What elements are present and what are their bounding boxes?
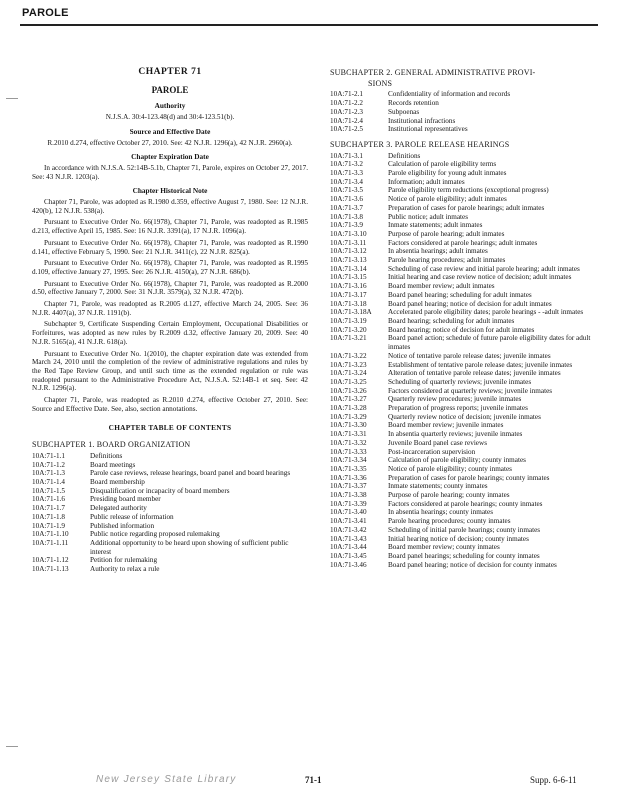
toc-section-title: Board hearing; notice of decision for adult inmates — [388, 325, 535, 334]
toc-entry — [330, 221, 602, 230]
toc-entry — [330, 152, 602, 161]
toc-section-title: Preparation of progress reports; juvenile inmates — [388, 404, 528, 413]
toc-section-number: 10A:71-3.37 — [330, 482, 367, 491]
toc-section-number: 10A:71-3.46 — [330, 560, 367, 569]
toc-section-title: Scheduling of quarterly reviews; juvenile inmates — [388, 377, 532, 386]
toc-entry — [330, 178, 602, 187]
toc-entry — [32, 504, 308, 513]
toc-entry — [330, 108, 602, 117]
toc-section-number: 10A:71-3.34 — [330, 456, 367, 465]
toc-section-title: Purpose of parole hearing; adult inmates — [388, 229, 505, 238]
scan-edge-mark — [6, 742, 18, 747]
toc-section-number: 10A:71-1.13 — [32, 565, 69, 574]
history-paragraph: Pursuant to Executive Order No. 66(1978), Chapter 71, Parole, was readopted as R.1995 d.109, effective January 27, 1995. See: 26 N.J.R. 4150(a), 27 N.J.R. 686(b). — [32, 259, 308, 276]
toc-section-title: Records retention — [388, 99, 439, 108]
toc-section-title: Additional opportunity to be heard upon showing of sufficient public interest — [90, 538, 289, 556]
expiration-heading: Chapter Expiration Date — [131, 152, 209, 162]
toc-entry — [330, 239, 602, 248]
toc-section-title: Board panel hearings; scheduling for county inmates — [388, 551, 540, 560]
toc-section-number: 10A:71-3.38 — [330, 491, 367, 500]
toc-section-title: In absentia quarterly reviews; juvenile inmates — [388, 430, 523, 439]
toc-entry — [330, 413, 602, 422]
page-header-title: PAROLE — [22, 7, 69, 19]
toc-entry — [330, 456, 602, 465]
toc-section-number: 10A:71-3.25 — [330, 377, 367, 386]
toc-section-title: Board member review; county inmates — [388, 543, 500, 552]
toc-entry — [330, 186, 602, 195]
history-paragraph: Pursuant to Executive Order No. 1(2010), the chapter expiration date was extended from March 24, 2010 until the completion of the review of administrative regulations and rules by the Red Tape Review Group, and until such time as the extended regulation or rule was readopted pursuant to the Administrative Procedure Act, N.J.S.A. 52:14B-1 et seq. See: 42 N.J.R. 1296(a). — [32, 349, 308, 393]
toc-section-number: 10A:71-2.5 — [330, 125, 363, 134]
toc-section-title: Board member review; juvenile inmates — [388, 421, 504, 430]
scan-edge-mark — [6, 94, 18, 99]
toc-entry — [330, 361, 602, 370]
history-paragraph: Pursuant to Executive Order No. 66(1978), Chapter 71, Parole, was readopted as R.1990 d.141, effective February 5, 1990. See: 21 N.J.R. 3411(c), 22 N.J.R. 825(a). — [32, 238, 308, 256]
left-column — [32, 64, 308, 574]
toc-section-title: Board hearing; scheduling for adult inmates — [388, 316, 515, 325]
toc-entry — [330, 213, 602, 222]
toc-section-number: 10A:71-3.10 — [330, 229, 367, 238]
toc-entry — [330, 561, 602, 570]
toc-entry — [32, 469, 308, 478]
toc-section-title: Scheduling of initial parole hearings; county inmates — [388, 525, 541, 534]
toc-section-number: 10A:71-3.5 — [330, 186, 363, 195]
toc-section-title: Definitions — [90, 451, 123, 460]
toc-section-title: Calculation of parole eligibility; county inmates — [388, 456, 526, 465]
toc-section-number: 10A:71-3.24 — [330, 369, 367, 378]
toc-section-number: 10A:71-3.33 — [330, 447, 367, 456]
toc-entry — [330, 387, 602, 396]
toc-section-number: 10A:71-3.3 — [330, 169, 363, 178]
toc-section-number: 10A:71-3.32 — [330, 438, 367, 447]
toc-section-number: 10A:71-1.6 — [32, 495, 65, 504]
toc-entry — [330, 500, 602, 509]
history-heading: Chapter Historical Note — [132, 186, 208, 196]
toc-entry — [330, 482, 602, 491]
toc-entry — [330, 300, 602, 309]
toc-section-title: Delegated authority — [90, 504, 147, 513]
toc-section-number: 10A:71-3.22 — [330, 351, 367, 360]
toc-section-title: Confidentiality of information and records — [388, 90, 511, 99]
toc-section-title: Parole hearing procedures; county inmates — [388, 517, 511, 526]
toc-section-number: 10A:71-3.7 — [330, 203, 363, 212]
toc-entry — [32, 495, 308, 504]
toc-section-title: Parole hearing procedures; adult inmates — [388, 256, 506, 265]
toc-entry — [330, 552, 602, 561]
toc-section-number: 10A:71-3.26 — [330, 386, 367, 395]
toc-section-title: Alteration of tentative parole release dates; juvenile inmates — [388, 369, 561, 378]
toc-entry — [32, 530, 308, 539]
toc-section-number: 10A:71-1.9 — [32, 521, 65, 530]
toc-section-title: Institutional infractions — [388, 116, 456, 125]
library-watermark: New Jersey State Library — [96, 774, 237, 785]
supplement-date: Supp. 6-6-11 — [530, 775, 577, 785]
right-column — [330, 69, 602, 569]
toc-section-number: 10A:71-3.14 — [330, 264, 367, 273]
toc-entry — [330, 265, 602, 274]
toc-entry — [32, 539, 308, 556]
toc-section-number: 10A:71-3.16 — [330, 282, 367, 291]
subchapter-1-list — [32, 452, 308, 574]
toc-section-title: Petition for rulemaking — [90, 556, 158, 565]
header-rule — [20, 24, 598, 26]
toc-section-title: Parole case reviews, release hearings, board panel and board hearings — [90, 469, 291, 478]
toc-section-number: 10A:71-1.5 — [32, 486, 65, 495]
toc-entry — [330, 465, 602, 474]
toc-section-title: Parole eligibility term reductions (exceptional progress) — [388, 186, 549, 195]
toc-section-title: Juvenile Board panel case reviews — [388, 438, 487, 447]
toc-section-number: 10A:71-3.41 — [330, 517, 367, 526]
toc-section-title: Board meetings — [90, 460, 136, 469]
toc-entry — [330, 535, 602, 544]
toc-section-number: 10A:71-3.1 — [330, 151, 363, 160]
toc-entry — [32, 478, 308, 487]
page-number: 71-1 — [305, 775, 322, 785]
toc-entry — [330, 204, 602, 213]
toc-entry — [330, 230, 602, 239]
history-notes — [32, 198, 308, 413]
toc-entry — [330, 125, 602, 134]
toc-section-number: 10A:71-3.15 — [330, 273, 367, 282]
toc-section-number: 10A:71-3.8 — [330, 212, 363, 221]
toc-section-title: Quarterly review notice of decision; juvenile inmates — [388, 412, 541, 421]
toc-entry — [330, 491, 602, 500]
toc-entry — [32, 452, 308, 461]
toc-entry — [330, 430, 602, 439]
toc-section-title: Calculation of parole eligibility terms — [388, 160, 497, 169]
toc-section-title: Parole eligibility for young adult inmates — [388, 169, 507, 178]
toc-section-title: Published information — [90, 521, 155, 530]
toc-section-title: Board membership — [90, 478, 145, 487]
toc-section-title: Accelerated parole eligibility dates; parole hearings - -adult inmates — [388, 308, 584, 317]
toc-entry — [330, 421, 602, 430]
toc-entry — [330, 334, 602, 351]
toc-entry — [330, 308, 602, 317]
toc-section-title: Definitions — [388, 151, 421, 160]
toc-section-number: 10A:71-1.7 — [32, 504, 65, 513]
toc-section-number: 10A:71-3.11 — [330, 238, 367, 247]
toc-entry — [32, 513, 308, 522]
toc-section-title: Board panel hearing; notice of decision for county inmates — [388, 560, 557, 569]
toc-section-title: Board panel hearing; scheduling for adult inmates — [388, 290, 532, 299]
toc-section-title: Preparation of cases for parole hearings; county inmates — [388, 473, 550, 482]
source-text: R.2010 d.274, effective October 27, 2010. See: 42 N.J.R. 1296(a), 42 N.J.R. 2960(a). — [47, 138, 293, 147]
toc-section-title: Board panel hearing; notice of decision for adult inmates — [388, 299, 552, 308]
history-paragraph: Chapter 71, Parole, was adopted as R.1980 d.359, effective August 7, 1980. See: 12 N.J.R. 420(b), 12 N.J.R. 538(a). — [32, 198, 308, 215]
toc-entry — [330, 395, 602, 404]
toc-entry — [330, 291, 602, 300]
toc-entry — [330, 448, 602, 457]
toc-section-title: Purpose of parole hearing; county inmates — [388, 491, 510, 500]
toc-section-title: Establishment of tentative parole release dates; juvenile inmates — [388, 360, 573, 369]
toc-entry — [330, 352, 602, 361]
toc-section-title: Inmate statements; county inmates — [388, 482, 488, 491]
toc-section-number: 10A:71-3.18A — [330, 308, 372, 317]
toc-section-number: 10A:71-3.4 — [330, 177, 363, 186]
toc-section-number: 10A:71-3.29 — [330, 412, 367, 421]
history-paragraph: Chapter 71, Parole, was readopted as R.2005 d.127, effective March 24, 2005. See: 36 N.J.R. 4407(a), 37 N.J.R. 1191(b). — [32, 300, 308, 317]
toc-entry — [330, 508, 602, 517]
toc-section-title: Inmate statements; adult inmates — [388, 221, 483, 230]
toc-section-title: Presiding board member — [90, 495, 161, 504]
toc-entry — [330, 90, 602, 99]
history-paragraph: Pursuant to Executive Order No. 66(1978), Chapter 71, Parole, was readopted as R.2000 d.50, effective January 7, 2000. See: 31 N.J.R. 3579(a), 32 N.J.R. 472(b). — [32, 279, 308, 297]
toc-section-title: Board panel action; schedule of future parole eligibility dates for adult inmates — [388, 334, 591, 352]
toc-section-number: 10A:71-3.2 — [330, 160, 363, 169]
toc-entry — [330, 195, 602, 204]
toc-section-number: 10A:71-3.45 — [330, 551, 367, 560]
toc-section-number: 10A:71-3.30 — [330, 421, 367, 430]
toc-entry — [330, 117, 602, 126]
toc-section-number: 10A:71-3.27 — [330, 395, 367, 404]
toc-section-number: 10A:71-2.3 — [330, 107, 363, 116]
toc-section-number: 10A:71-3.19 — [330, 316, 367, 325]
toc-section-number: 10A:71-2.1 — [330, 90, 363, 99]
toc-section-number: 10A:71-3.6 — [330, 195, 363, 204]
toc-section-number: 10A:71-3.13 — [330, 256, 367, 265]
toc-section-number: 10A:71-3.31 — [330, 430, 367, 439]
subchapter-2-heading: SUBCHAPTER 2. GENERAL ADMINISTRATIVE PROVI- — [330, 68, 536, 77]
toc-section-number: 10A:71-1.1 — [32, 451, 65, 460]
toc-section-number: 10A:71-3.17 — [330, 290, 367, 299]
toc-entry — [330, 282, 602, 291]
toc-entry — [32, 565, 308, 574]
toc-section-number: 10A:71-1.8 — [32, 512, 65, 521]
toc-section-title: Information; adult inmates — [388, 177, 465, 186]
toc-section-number: 10A:71-3.43 — [330, 534, 367, 543]
toc-section-title: Notice of tentative parole release dates; juvenile inmates — [388, 351, 551, 360]
toc-section-title: Scheduling of case review and initial parole hearing; adult inmates — [388, 264, 580, 273]
toc-section-number: 10A:71-3.12 — [330, 247, 367, 256]
authority-heading: Authority — [154, 101, 186, 111]
toc-section-number: 10A:71-3.18 — [330, 299, 367, 308]
toc-section-title: In absentia hearings; county inmates — [388, 508, 493, 517]
toc-section-title: Public notice; adult inmates — [388, 212, 469, 221]
toc-entry — [330, 317, 602, 326]
toc-entry — [330, 99, 602, 108]
toc-title: CHAPTER TABLE OF CONTENTS — [108, 422, 232, 432]
toc-section-number: 10A:71-3.20 — [330, 325, 367, 334]
subchapter-2-heading-cont: SIONS — [368, 78, 393, 88]
chapter-number: CHAPTER 71 — [138, 67, 202, 77]
toc-section-number: 10A:71-3.44 — [330, 543, 367, 552]
toc-section-title: Factors considered at parole hearings; adult inmates — [388, 238, 538, 247]
toc-section-number: 10A:71-3.40 — [330, 508, 367, 517]
toc-entry — [32, 487, 308, 496]
toc-section-number: 10A:71-3.23 — [330, 360, 367, 369]
toc-section-number: 10A:71-1.10 — [32, 530, 69, 539]
history-paragraph: Subchapter 9, Certificate Suspending Certain Employment, Occupational Disabilities or Forfeitures, was adopted as new rules by R.2009 d.32, effective January 20, 2009. See: 40 N.J.R. 5165(a), 41 N.J.R. 618(a). — [32, 320, 308, 346]
authority-text: N.J.S.A. 30:4-123.48(d) and 30:4-123.51(b). — [105, 113, 235, 122]
toc-section-number: 10A:71-3.28 — [330, 404, 367, 413]
toc-section-title: Public release of information — [90, 512, 174, 521]
subchapter-1-heading: SUBCHAPTER 1. BOARD ORGANIZATION — [32, 440, 191, 450]
toc-section-title: Notice of parole eligibility; county inmates — [388, 464, 512, 473]
source-heading: Source and Effective Date — [129, 126, 211, 136]
toc-entry — [330, 378, 602, 387]
toc-section-title: Post-incarceration supervision — [388, 447, 476, 456]
toc-section-number: 10A:71-3.21 — [330, 334, 367, 343]
toc-entry — [330, 369, 602, 378]
toc-entry — [32, 556, 308, 565]
toc-section-title: Notice of parole eligibility; adult inmates — [388, 195, 507, 204]
toc-section-title: Disqualification or incapacity of board members — [90, 486, 230, 495]
toc-entry — [32, 522, 308, 531]
toc-section-title: Factors considered at quarterly reviews; juvenile inmates — [388, 386, 553, 395]
toc-entry — [330, 404, 602, 413]
toc-section-number: 10A:71-3.42 — [330, 525, 367, 534]
toc-section-number: 10A:71-2.2 — [330, 99, 363, 108]
toc-entry — [32, 461, 308, 470]
toc-entry — [330, 474, 602, 483]
toc-section-title: Initial hearing and case review notice of decision; adult inmates — [388, 273, 572, 282]
toc-section-number: 10A:71-3.36 — [330, 473, 367, 482]
toc-section-number: 10A:71-1.11 — [32, 538, 69, 547]
toc-entry — [330, 169, 602, 178]
toc-section-number: 10A:71-3.39 — [330, 499, 367, 508]
toc-section-title: Institutional representatives — [388, 125, 468, 134]
toc-entry — [330, 160, 602, 169]
toc-section-title: Subpoenas — [388, 107, 420, 116]
expiration-text: In accordance with N.J.S.A. 52:14B-5.1b, Chapter 71, Parole, expires on October 27, 2017. See: 43 N.J.R. 1203(a). — [32, 163, 308, 181]
toc-entry — [330, 517, 602, 526]
toc-section-title: Quarterly review procedures; juvenile inmates — [388, 395, 522, 404]
toc-section-title: Authority to relax a rule — [90, 565, 160, 574]
toc-entry — [330, 273, 602, 282]
toc-entry — [330, 247, 602, 256]
toc-section-number: 10A:71-3.35 — [330, 464, 367, 473]
toc-entry — [330, 543, 602, 552]
toc-entry — [330, 256, 602, 265]
toc-entry — [330, 326, 602, 335]
subchapter-3-heading: SUBCHAPTER 3. PAROLE RELEASE HEARINGS — [330, 139, 510, 149]
toc-entry — [330, 439, 602, 448]
toc-section-title: Public notice regarding proposed rulemaking — [90, 530, 220, 539]
toc-section-title: Board member review; adult inmates — [388, 282, 495, 291]
toc-section-number: 10A:71-3.9 — [330, 221, 363, 230]
toc-section-title: Factors considered at parole hearings; county inmates — [388, 499, 543, 508]
toc-section-number: 10A:71-2.4 — [330, 116, 363, 125]
subchapter-3-list — [330, 152, 602, 570]
toc-section-number: 10A:71-1.3 — [32, 469, 65, 478]
toc-section-number: 10A:71-1.2 — [32, 460, 65, 469]
toc-section-number: 10A:71-1.4 — [32, 478, 65, 487]
history-paragraph: Chapter 71, Parole, was readopted as R.2010 d.274, effective October 27, 2010. See: Source and Effective Date. See, also, section annotations. — [32, 396, 308, 413]
toc-section-title: In absentia hearings; adult inmates — [388, 247, 488, 256]
history-paragraph: Pursuant to Executive Order No. 66(1978), Chapter 71, Parole, was readopted as R.1985 d.213, effective April 15, 1985. See: 16 N.J.R. 3391(a), 17 N.J.R. 1096(a). — [32, 218, 308, 236]
toc-section-title: Preparation of cases for parole hearings; adult inmates — [388, 203, 545, 212]
subchapter-2-list — [330, 90, 602, 134]
toc-section-title: Initial hearing notice of decision; county inmates — [388, 534, 529, 543]
toc-entry — [330, 526, 602, 535]
chapter-title: PAROLE — [151, 84, 189, 95]
toc-section-number: 10A:71-1.12 — [32, 556, 69, 565]
